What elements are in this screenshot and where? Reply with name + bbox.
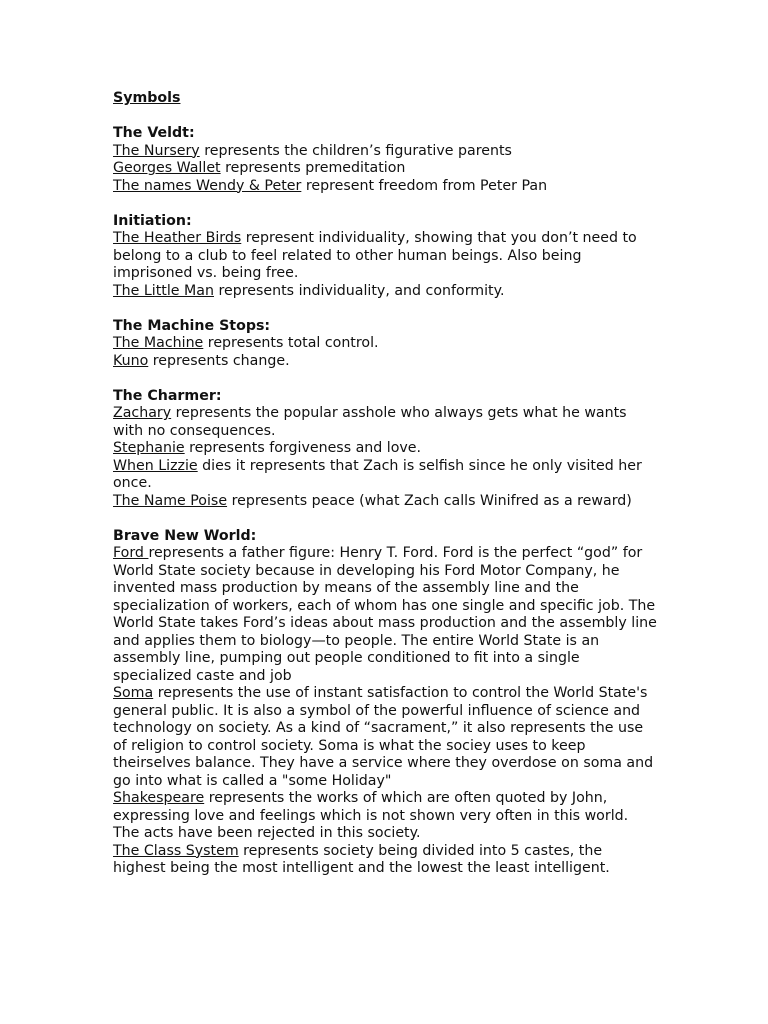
symbol-entry [113, 230, 658, 283]
section-initiation [113, 213, 658, 301]
symbol-description: represents individuality, and conformity. [213, 282, 505, 299]
symbol-entry [113, 843, 658, 878]
symbol-term: Shakespeare [113, 790, 205, 806]
symbol-term: The Class System [113, 842, 239, 859]
section-the-charmer [113, 388, 658, 511]
symbol-description: represents society being divided into 5 castes, the highest being the most intelligent and the lowest the least intelligent. [113, 842, 610, 876]
symbol-term: Kuno [113, 352, 149, 369]
symbol-entry [113, 335, 658, 353]
section-heading: The Veldt: [113, 125, 195, 141]
symbol-entry [113, 440, 658, 458]
symbol-description: represents the popular asshole who always gets what he wants with no consequences. [113, 405, 627, 439]
symbol-entry [113, 493, 658, 511]
symbol-entry [113, 790, 658, 843]
symbol-entry [113, 405, 658, 440]
symbol-description: represents a father figure: Henry T. Ford. Ford is the perfect “god” for World State society because in developing his Ford Motor Company, he invented mass production by means of the assembly line and the specialization of workers, each of whom has one single and specific job. The World State takes Ford’s ideas about mass production and the assembly line and applies them to biology—to people. The entire World State is an assembly line, pumping out people conditioned to fit into a single specialized caste and job [113, 545, 657, 684]
document-page [113, 90, 658, 895]
symbol-entry [113, 353, 658, 371]
symbol-entry [113, 685, 658, 790]
symbol-term: When Lizzie [113, 457, 198, 474]
section-heading: Brave New World: [113, 527, 257, 544]
symbol-term: The Little Man [113, 282, 214, 299]
symbol-description: dies it represents that Zach is selfish since he only visited her once. [113, 457, 642, 491]
symbol-term: The Heather Birds [113, 230, 242, 246]
symbol-description: represents the use of instant satisfaction to control the World State's general public. It is also a symbol of the powerful influence of science and technology on society. As a kind of “sacrament,” it also represents the use of religion to control society. Soma is what the sociey uses to keep theirselves balance. They have a service where they overdose on soma and go into what is called a "some Holiday" [113, 685, 654, 789]
symbol-description: represents peace (what Zach calls Winifred as a reward) [227, 492, 632, 509]
document-title: Symbols [113, 90, 181, 106]
symbol-term: Stephanie [113, 440, 185, 456]
symbol-term: The Nursery [113, 142, 200, 159]
symbol-term: Zachary [113, 405, 172, 421]
symbol-description: represents the children’s figurative parents [199, 142, 512, 159]
section-heading: The Charmer: [113, 387, 222, 404]
symbol-description: represents forgiveness and love. [184, 440, 422, 456]
symbol-entry [113, 458, 658, 493]
symbol-entry [113, 545, 658, 685]
section-heading: Initiation: [113, 212, 192, 229]
section-brave-new-world [113, 528, 658, 878]
section-heading: The Machine Stops: [113, 317, 271, 334]
section-the-veldt [113, 125, 658, 195]
symbol-description: represent freedom from Peter Pan [301, 177, 548, 194]
symbol-term: Soma [113, 685, 154, 701]
symbol-term: The Machine [113, 335, 204, 351]
symbol-term: Ford [113, 545, 149, 561]
symbol-entry [113, 178, 658, 196]
symbol-entry [113, 283, 658, 301]
symbol-description: represents total control. [203, 335, 379, 351]
symbol-entry [113, 143, 658, 161]
symbol-term: The names Wendy & Peter [113, 177, 302, 194]
symbol-term: Georges Wallet [113, 160, 221, 176]
symbol-term: The Name Poise [113, 492, 228, 509]
symbol-description: represent individuality, showing that you don’t need to belong to a club to feel related to other human beings. Also being imprisoned vs. being free. [113, 230, 637, 281]
symbol-description: represents change. [148, 352, 290, 369]
section-the-machine-stops [113, 318, 658, 371]
symbol-description: represents the works of which are often quoted by John, expressing love and feelings which is not shown very often in this world. The acts have been rejected in this society. [113, 790, 629, 841]
symbol-description: represents premeditation [220, 160, 406, 176]
symbol-entry [113, 160, 658, 178]
